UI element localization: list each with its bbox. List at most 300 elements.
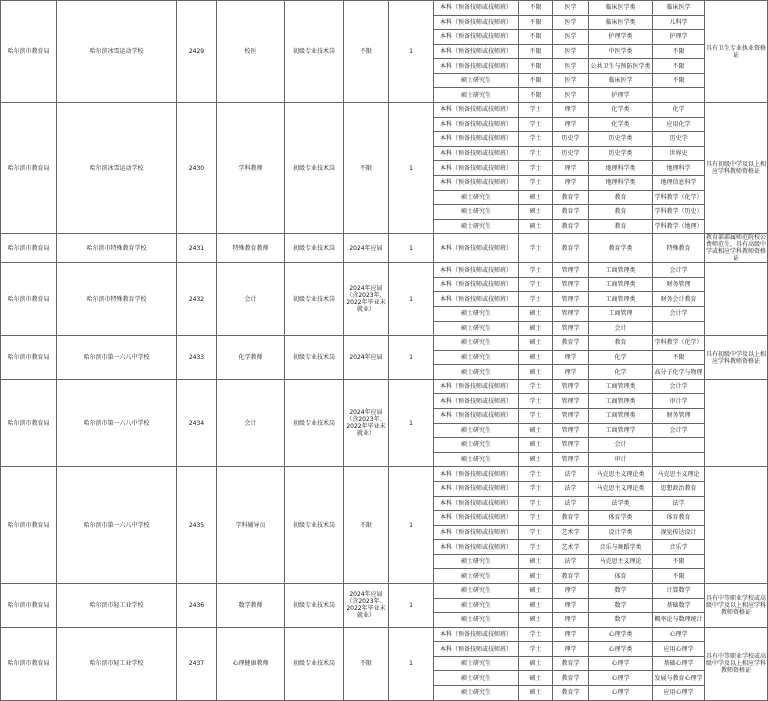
- major-cell: 化学: [653, 103, 705, 118]
- education-cell: 硕士研究生: [434, 554, 519, 569]
- category-cell: 法学: [553, 554, 589, 569]
- degree-cell: 硕士: [519, 321, 553, 336]
- remark-cell: 具有初级中学及以上相应学科教师资格证: [705, 103, 768, 234]
- count-cell: 1: [389, 263, 434, 336]
- table-row: [1, 627, 768, 642]
- major-cell: [653, 452, 705, 467]
- major-class-cell: 法学类: [589, 496, 653, 511]
- degree-cell: 学士: [519, 627, 553, 642]
- school-cell: 哈尔滨市特殊教育学校: [57, 263, 177, 336]
- major-cell: 学科教学（历史）: [653, 205, 705, 220]
- remark-cell: [705, 379, 768, 466]
- count-cell: 1: [389, 1, 434, 103]
- post-name-cell: 特殊教育教师: [217, 234, 285, 263]
- category-cell: 教育学: [553, 336, 589, 351]
- degree-cell: 硕士: [519, 671, 553, 686]
- category-cell: 管理学: [553, 452, 589, 467]
- education-cell: 本科（预备技师或技师班）: [434, 175, 519, 190]
- post-name-cell: 会计: [217, 379, 285, 466]
- degree-cell: 学士: [519, 379, 553, 394]
- major-class-cell: 教育: [589, 190, 653, 205]
- category-cell: 教育学: [553, 686, 589, 701]
- education-cell: 硕士研究生: [434, 569, 519, 584]
- major-class-cell: 心理学: [589, 656, 653, 671]
- category-cell: 理学: [553, 613, 589, 628]
- school-cell: 哈尔滨冰雪运动学校: [57, 1, 177, 103]
- major-class-cell: 马克思主义理论类: [589, 481, 653, 496]
- major-class-cell: 公共卫生与预防医学类: [589, 59, 653, 74]
- education-cell: 硕士研究生: [434, 321, 519, 336]
- remark-cell: 具有中等职业学校或高级中学及以上相应学科教师资格证: [705, 627, 768, 700]
- degree-cell: 硕士: [519, 219, 553, 234]
- major-class-cell: 历史学类: [589, 146, 653, 161]
- major-class-cell: 教育: [589, 336, 653, 351]
- condition-cell: 2024年应届: [344, 336, 389, 380]
- count-cell: 1: [389, 627, 434, 700]
- education-cell: 本科（预备技师或技师班）: [434, 234, 519, 263]
- category-cell: 理学: [553, 627, 589, 642]
- major-cell: 思想政治教育: [653, 481, 705, 496]
- education-cell: 硕士研究生: [434, 613, 519, 628]
- degree-cell: 学士: [519, 467, 553, 482]
- major-cell: 不限: [653, 44, 705, 59]
- major-cell: 会计学: [653, 306, 705, 321]
- category-cell: 教育学: [553, 511, 589, 526]
- dept-cell: 哈尔滨市教育局: [1, 583, 57, 627]
- major-cell: 护理学: [653, 30, 705, 45]
- degree-cell: 不限: [519, 1, 553, 16]
- major-cell: [653, 438, 705, 453]
- remark-cell: 具有卫生专业执业资格证: [705, 1, 768, 103]
- degree-cell: 硕士: [519, 336, 553, 351]
- major-class-cell: 临床医学: [589, 73, 653, 88]
- education-cell: 硕士研究生: [434, 350, 519, 365]
- major-class-cell: 化学: [589, 365, 653, 380]
- education-cell: 本科（预备技师或技师班）: [434, 146, 519, 161]
- major-class-cell: 教育学类: [589, 234, 653, 263]
- condition-cell: 不限: [344, 467, 389, 584]
- major-class-cell: 马克思主义理论类: [589, 467, 653, 482]
- major-cell: 应用化学: [653, 117, 705, 132]
- category-cell: 管理学: [553, 306, 589, 321]
- category-cell: 法学: [553, 481, 589, 496]
- education-cell: 本科（预备技师或技师班）: [434, 511, 519, 526]
- degree-cell: 学士: [519, 511, 553, 526]
- table-row: [1, 583, 768, 598]
- major-cell: 学科教学（化学）: [653, 336, 705, 351]
- condition-cell: 2024年应届（含2023年、2022年毕业未就业）: [344, 263, 389, 336]
- remark-cell: 具有初级中学及以上相应学科教师资格证: [705, 336, 768, 380]
- education-cell: 硕士研究生: [434, 219, 519, 234]
- major-cell: 会计学: [653, 263, 705, 278]
- degree-cell: 学士: [519, 394, 553, 409]
- major-class-cell: 数学: [589, 613, 653, 628]
- category-cell: 教育学: [553, 671, 589, 686]
- degree-cell: 学士: [519, 146, 553, 161]
- category-cell: 管理学: [553, 292, 589, 307]
- category-cell: 医学: [553, 1, 589, 16]
- condition-cell: 不限: [344, 103, 389, 234]
- major-cell: 地理信息科学: [653, 175, 705, 190]
- major-class-cell: 教育: [589, 205, 653, 220]
- degree-cell: 学士: [519, 642, 553, 657]
- major-class-cell: 心理学类: [589, 642, 653, 657]
- category-cell: 理学: [553, 103, 589, 118]
- post-level-cell: 初级专业技术岗: [285, 467, 344, 584]
- degree-cell: 学士: [519, 234, 553, 263]
- category-cell: 管理学: [553, 438, 589, 453]
- count-cell: 1: [389, 336, 434, 380]
- dept-cell: 哈尔滨市教育局: [1, 379, 57, 466]
- category-cell: 管理学: [553, 423, 589, 438]
- category-cell: 管理学: [553, 409, 589, 424]
- major-class-cell: 地理科学类: [589, 175, 653, 190]
- degree-cell: 学士: [519, 496, 553, 511]
- degree-cell: 学士: [519, 103, 553, 118]
- post-code-cell: 2434: [177, 379, 217, 466]
- degree-cell: 硕士: [519, 583, 553, 598]
- post-code-cell: 2432: [177, 263, 217, 336]
- condition-cell: 2024年应届（含2023年、2022年毕业未就业）: [344, 379, 389, 466]
- major-cell: 发展与教育心理学: [653, 671, 705, 686]
- dept-cell: 哈尔滨市教育局: [1, 627, 57, 700]
- major-cell: 财务管理: [653, 409, 705, 424]
- education-cell: 本科（预备技师或技师班）: [434, 525, 519, 540]
- degree-cell: 硕士: [519, 656, 553, 671]
- post-level-cell: 初级专业技术岗: [285, 379, 344, 466]
- degree-cell: 学士: [519, 409, 553, 424]
- degree-cell: 学士: [519, 117, 553, 132]
- post-name-cell: 心理健康教师: [217, 627, 285, 700]
- major-class-cell: 音乐与舞蹈学类: [589, 540, 653, 555]
- degree-cell: 硕士: [519, 306, 553, 321]
- category-cell: 理学: [553, 175, 589, 190]
- degree-cell: 硕士: [519, 423, 553, 438]
- major-class-cell: 工商管理学: [589, 423, 653, 438]
- major-class-cell: 数学: [589, 598, 653, 613]
- major-cell: 不限: [653, 350, 705, 365]
- school-cell: 哈尔滨市第一六八中学校: [57, 379, 177, 466]
- degree-cell: 不限: [519, 59, 553, 74]
- major-cell: 基础心理学: [653, 656, 705, 671]
- degree-cell: 学士: [519, 277, 553, 292]
- remark-cell: [705, 263, 768, 336]
- degree-cell: 硕士: [519, 205, 553, 220]
- major-cell: 体育教育: [653, 511, 705, 526]
- degree-cell: 硕士: [519, 452, 553, 467]
- major-class-cell: 历史学类: [589, 132, 653, 147]
- degree-cell: 硕士: [519, 554, 553, 569]
- post-level-cell: 初级专业技术岗: [285, 627, 344, 700]
- category-cell: 医学: [553, 59, 589, 74]
- table-row: [1, 336, 768, 351]
- major-class-cell: 工商管理类: [589, 263, 653, 278]
- major-class-cell: 会计: [589, 321, 653, 336]
- major-class-cell: 护理学类: [589, 30, 653, 45]
- major-class-cell: 临床医学类: [589, 15, 653, 30]
- degree-cell: 硕士: [519, 613, 553, 628]
- education-cell: 本科（预备技师或技师班）: [434, 467, 519, 482]
- major-cell: 高分子化学与物理: [653, 365, 705, 380]
- remark-cell: [705, 467, 768, 584]
- school-cell: 哈尔滨市轻工业学校: [57, 583, 177, 627]
- major-cell: 基础数学: [653, 598, 705, 613]
- category-cell: 医学: [553, 30, 589, 45]
- degree-cell: 学士: [519, 481, 553, 496]
- degree-cell: 不限: [519, 44, 553, 59]
- major-class-cell: 地理科学类: [589, 161, 653, 176]
- major-cell: 不限: [653, 554, 705, 569]
- category-cell: 教育学: [553, 569, 589, 584]
- education-cell: 本科（预备技师或技师班）: [434, 540, 519, 555]
- major-cell: 学科教学（化学）: [653, 190, 705, 205]
- major-cell: 计算数学: [653, 583, 705, 598]
- category-cell: 理学: [553, 642, 589, 657]
- major-cell: 会计学: [653, 379, 705, 394]
- major-cell: 学科教学（地理）: [653, 219, 705, 234]
- education-cell: 硕士研究生: [434, 583, 519, 598]
- major-class-cell: 化学类: [589, 103, 653, 118]
- education-cell: 本科（预备技师或技师班）: [434, 394, 519, 409]
- education-cell: 本科（预备技师或技师班）: [434, 103, 519, 118]
- education-cell: 本科（预备技师或技师班）: [434, 292, 519, 307]
- degree-cell: 硕士: [519, 190, 553, 205]
- condition-cell: 不限: [344, 1, 389, 103]
- major-class-cell: 马克思主义理论: [589, 554, 653, 569]
- degree-cell: 不限: [519, 88, 553, 103]
- major-class-cell: 心理学: [589, 686, 653, 701]
- post-name-cell: 校医: [217, 1, 285, 103]
- major-class-cell: 体育: [589, 569, 653, 584]
- post-code-cell: 2435: [177, 467, 217, 584]
- education-cell: 硕士研究生: [434, 598, 519, 613]
- education-cell: 本科（预备技师或技师班）: [434, 132, 519, 147]
- major-cell: 特殊教育: [653, 234, 705, 263]
- post-level-cell: 初级专业技术岗: [285, 234, 344, 263]
- education-cell: 硕士研究生: [434, 365, 519, 380]
- dept-cell: 哈尔滨市教育局: [1, 336, 57, 380]
- post-name-cell: 化学教师: [217, 336, 285, 380]
- degree-cell: 学士: [519, 292, 553, 307]
- degree-cell: 硕士: [519, 569, 553, 584]
- major-class-cell: 临床医学类: [589, 1, 653, 16]
- degree-cell: 不限: [519, 15, 553, 30]
- major-cell: 应用心理学: [653, 686, 705, 701]
- education-cell: 硕士研究生: [434, 671, 519, 686]
- post-code-cell: 2429: [177, 1, 217, 103]
- degree-cell: 学士: [519, 161, 553, 176]
- category-cell: 教育学: [553, 190, 589, 205]
- major-class-cell: 工商管理类: [589, 394, 653, 409]
- major-cell: 音乐学: [653, 540, 705, 555]
- major-cell: 不限: [653, 59, 705, 74]
- table-row: [1, 379, 768, 394]
- major-class-cell: 审计: [589, 452, 653, 467]
- major-class-cell: 设计学类: [589, 525, 653, 540]
- education-cell: 硕士研究生: [434, 205, 519, 220]
- category-cell: 医学: [553, 44, 589, 59]
- dept-cell: 哈尔滨市教育局: [1, 1, 57, 103]
- count-cell: 1: [389, 234, 434, 263]
- major-cell: 心理学: [653, 627, 705, 642]
- category-cell: 理学: [553, 365, 589, 380]
- category-cell: 管理学: [553, 379, 589, 394]
- post-code-cell: 2431: [177, 234, 217, 263]
- education-cell: 本科（预备技师或技师班）: [434, 642, 519, 657]
- major-cell: 财务会计教育: [653, 292, 705, 307]
- table-row: [1, 1, 768, 16]
- major-cell: [653, 88, 705, 103]
- degree-cell: 硕士: [519, 598, 553, 613]
- dept-cell: 哈尔滨市教育局: [1, 103, 57, 234]
- major-cell: 概率论与数理统计: [653, 613, 705, 628]
- education-cell: 本科（预备技师或技师班）: [434, 117, 519, 132]
- education-cell: 硕士研究生: [434, 336, 519, 351]
- education-cell: 本科（预备技师或技师班）: [434, 1, 519, 16]
- major-cell: 临床医学: [653, 1, 705, 16]
- post-level-cell: 初级专业技术岗: [285, 583, 344, 627]
- education-cell: 本科（预备技师或技师班）: [434, 277, 519, 292]
- category-cell: 医学: [553, 15, 589, 30]
- major-class-cell: 工商管理类: [589, 409, 653, 424]
- major-cell: 视觉传达设计: [653, 525, 705, 540]
- major-cell: 应用心理学: [653, 642, 705, 657]
- education-cell: 硕士研究生: [434, 190, 519, 205]
- school-cell: 哈尔滨市第一六八中学校: [57, 467, 177, 584]
- major-cell: [653, 321, 705, 336]
- category-cell: 教育学: [553, 656, 589, 671]
- major-cell: 审计学: [653, 394, 705, 409]
- major-class-cell: 中医学类: [589, 44, 653, 59]
- post-code-cell: 2430: [177, 103, 217, 234]
- education-cell: 硕士研究生: [434, 656, 519, 671]
- education-cell: 本科（预备技师或技师班）: [434, 59, 519, 74]
- education-cell: 本科（预备技师或技师班）: [434, 44, 519, 59]
- post-level-cell: 初级专业技术岗: [285, 1, 344, 103]
- major-cell: 会计学: [653, 423, 705, 438]
- education-cell: 本科（预备技师或技师班）: [434, 263, 519, 278]
- category-cell: 教育学: [553, 234, 589, 263]
- category-cell: 医学: [553, 73, 589, 88]
- education-cell: 硕士研究生: [434, 452, 519, 467]
- degree-cell: 学士: [519, 132, 553, 147]
- table-body: [1, 1, 768, 701]
- major-cell: 儿科学: [653, 15, 705, 30]
- major-class-cell: 护理学: [589, 88, 653, 103]
- degree-cell: 学士: [519, 263, 553, 278]
- major-cell: 历史学: [653, 132, 705, 147]
- degree-cell: 硕士: [519, 686, 553, 701]
- major-class-cell: 化学: [589, 350, 653, 365]
- major-cell: 不限: [653, 73, 705, 88]
- degree-cell: 不限: [519, 73, 553, 88]
- category-cell: 管理学: [553, 394, 589, 409]
- degree-cell: 硕士: [519, 350, 553, 365]
- major-class-cell: 工商管理: [589, 306, 653, 321]
- education-cell: 硕士研究生: [434, 686, 519, 701]
- count-cell: 1: [389, 583, 434, 627]
- post-code-cell: 2433: [177, 336, 217, 380]
- major-class-cell: 教育: [589, 219, 653, 234]
- major-class-cell: 化学类: [589, 117, 653, 132]
- major-cell: 财务管理: [653, 277, 705, 292]
- category-cell: 管理学: [553, 321, 589, 336]
- category-cell: 历史学: [553, 146, 589, 161]
- school-cell: 哈尔滨市特殊教育学校: [57, 234, 177, 263]
- education-cell: 本科（预备技师或技师班）: [434, 496, 519, 511]
- post-code-cell: 2436: [177, 583, 217, 627]
- category-cell: 教育学: [553, 219, 589, 234]
- category-cell: 教育学: [553, 205, 589, 220]
- table-row: [1, 103, 768, 118]
- education-cell: 本科（预备技师或技师班）: [434, 627, 519, 642]
- education-cell: 硕士研究生: [434, 73, 519, 88]
- table-row: [1, 467, 768, 482]
- major-cell: 马克思主义理论: [653, 467, 705, 482]
- major-cell: 法学: [653, 496, 705, 511]
- degree-cell: 学士: [519, 525, 553, 540]
- table-row: [1, 263, 768, 278]
- category-cell: 理学: [553, 350, 589, 365]
- school-cell: 哈尔滨冰雪运动学校: [57, 103, 177, 234]
- category-cell: 管理学: [553, 277, 589, 292]
- remark-cell: 教育部部属师范院校公费师范生，具有高级中学或相应学科教师资格证: [706, 234, 767, 263]
- table-row: [1, 234, 768, 263]
- dept-cell: 哈尔滨市教育局: [1, 263, 57, 336]
- education-cell: 本科（预备技师或技师班）: [434, 30, 519, 45]
- school-cell: 哈尔滨市第一六八中学校: [57, 336, 177, 380]
- degree-cell: 硕士: [519, 365, 553, 380]
- category-cell: 理学: [553, 598, 589, 613]
- major-class-cell: 心理学: [589, 671, 653, 686]
- dept-cell: 哈尔滨市教育局: [1, 234, 57, 263]
- count-cell: 1: [389, 103, 434, 234]
- category-cell: 艺术学: [553, 540, 589, 555]
- major-class-cell: 数学: [589, 583, 653, 598]
- education-cell: 硕士研究生: [434, 88, 519, 103]
- count-cell: 1: [389, 467, 434, 584]
- category-cell: 理学: [553, 583, 589, 598]
- post-name-cell: 学科辅导员: [217, 467, 285, 584]
- post-level-cell: 初级专业技术岗: [285, 263, 344, 336]
- category-cell: 理学: [553, 161, 589, 176]
- major-cell: 地理科学: [653, 161, 705, 176]
- major-cell: 不限: [653, 569, 705, 584]
- category-cell: 理学: [553, 117, 589, 132]
- condition-cell: 不限: [344, 627, 389, 700]
- major-class-cell: 工商管理类: [589, 292, 653, 307]
- major-class-cell: 工商管理类: [589, 277, 653, 292]
- category-cell: 法学: [553, 496, 589, 511]
- education-cell: 本科（预备技师或技师班）: [434, 161, 519, 176]
- category-cell: 法学: [553, 467, 589, 482]
- major-cell: 世界史: [653, 146, 705, 161]
- category-cell: 历史学: [553, 132, 589, 147]
- category-cell: 艺术学: [553, 525, 589, 540]
- major-class-cell: 会计: [589, 438, 653, 453]
- major-class-cell: 工商管理类: [589, 379, 653, 394]
- remark-cell: 具有中等职业学校或高级中学及以上相应学科教师资格证: [705, 583, 768, 627]
- category-cell: 管理学: [553, 263, 589, 278]
- degree-cell: 不限: [519, 30, 553, 45]
- degree-cell: 学士: [519, 175, 553, 190]
- degree-cell: 硕士: [519, 438, 553, 453]
- school-cell: 哈尔滨市轻工业学校: [57, 627, 177, 700]
- education-cell: 本科（预备技师或技师班）: [434, 379, 519, 394]
- education-cell: 硕士研究生: [434, 306, 519, 321]
- post-name-cell: 会计: [217, 263, 285, 336]
- category-cell: 医学: [553, 88, 589, 103]
